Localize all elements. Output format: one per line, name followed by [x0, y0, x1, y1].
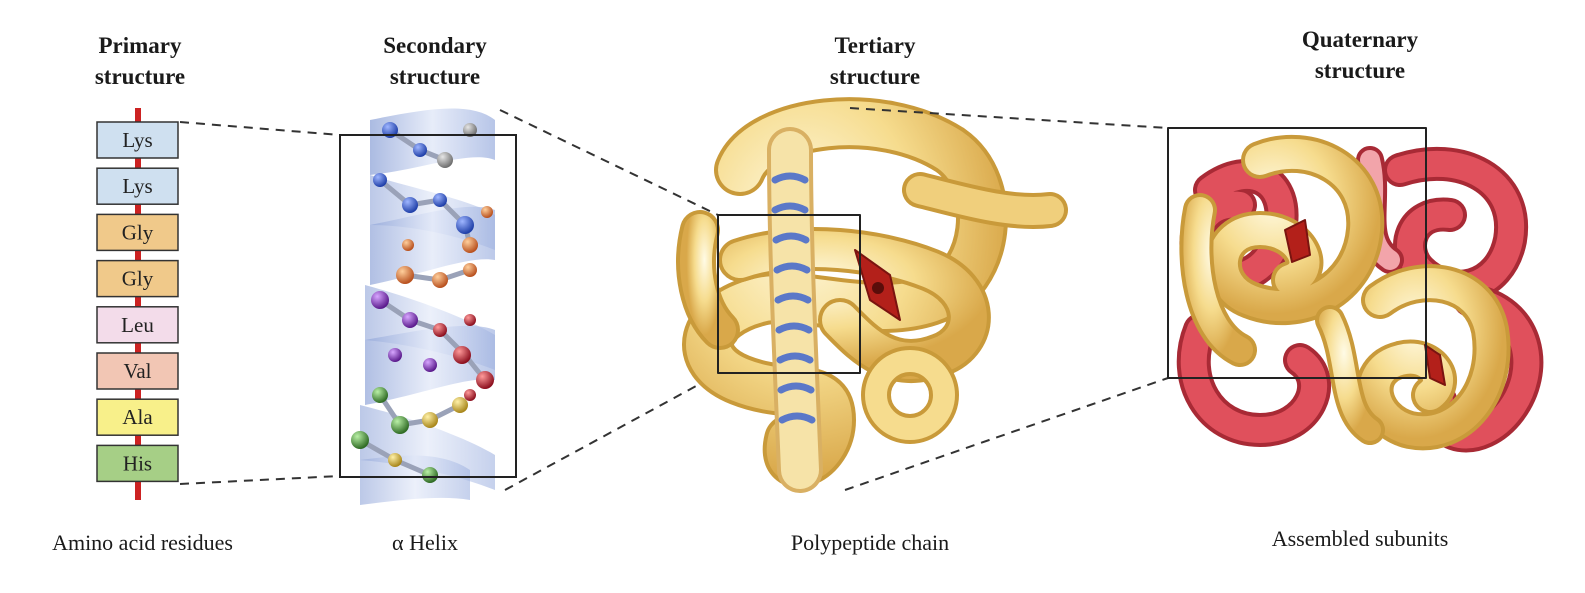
caption-quaternary: Assembled subunits — [1271, 526, 1449, 551]
residue-box — [97, 445, 178, 481]
connector-line — [505, 373, 720, 490]
heading-secondary-line1: Secondary — [383, 33, 487, 58]
caption-secondary: α Helix — [392, 530, 458, 555]
quaternary-structure — [1168, 128, 1526, 435]
heading-quaternary-line1: Quaternary — [1301, 27, 1419, 52]
primary-structure — [97, 108, 178, 500]
heading-quaternary-line2: structure — [1314, 58, 1406, 83]
caption-primary: Amino acid residues — [52, 530, 233, 555]
residue-label: His — [122, 451, 153, 476]
connector-line — [500, 110, 718, 215]
residue-box — [97, 168, 178, 204]
residue-label: Leu — [121, 312, 154, 337]
residue-box — [97, 399, 178, 435]
residue-box — [97, 307, 178, 343]
alpha-helix — [340, 108, 516, 505]
residue-label: Gly — [121, 220, 154, 245]
connector-line — [180, 122, 340, 135]
residue-label: Val — [123, 359, 152, 383]
residue-box — [97, 214, 178, 250]
heading-tertiary-line1: Tertiary — [834, 33, 916, 58]
residue-label: Ala — [122, 405, 153, 430]
heme-iron — [872, 282, 884, 294]
residue-box — [97, 122, 178, 158]
heading-primary-line2: structure — [94, 64, 186, 89]
residue-label: Lys — [122, 128, 153, 152]
caption-tertiary: Polypeptide chain — [790, 530, 950, 555]
helix-ribbon — [360, 456, 470, 505]
zoom-connectors-1 — [180, 122, 340, 484]
residue-label: Gly — [121, 266, 154, 291]
heading-tertiary-line2: structure — [829, 64, 921, 89]
heading-secondary-line2: structure — [389, 64, 481, 89]
residue-box — [97, 353, 178, 389]
residue-label: Lys — [122, 174, 153, 199]
tertiary-structure — [696, 123, 1050, 470]
connector-line — [180, 476, 340, 484]
residue-box — [97, 261, 178, 297]
helix-ribbon — [370, 108, 495, 175]
heading-primary-line1: Primary — [98, 33, 182, 58]
